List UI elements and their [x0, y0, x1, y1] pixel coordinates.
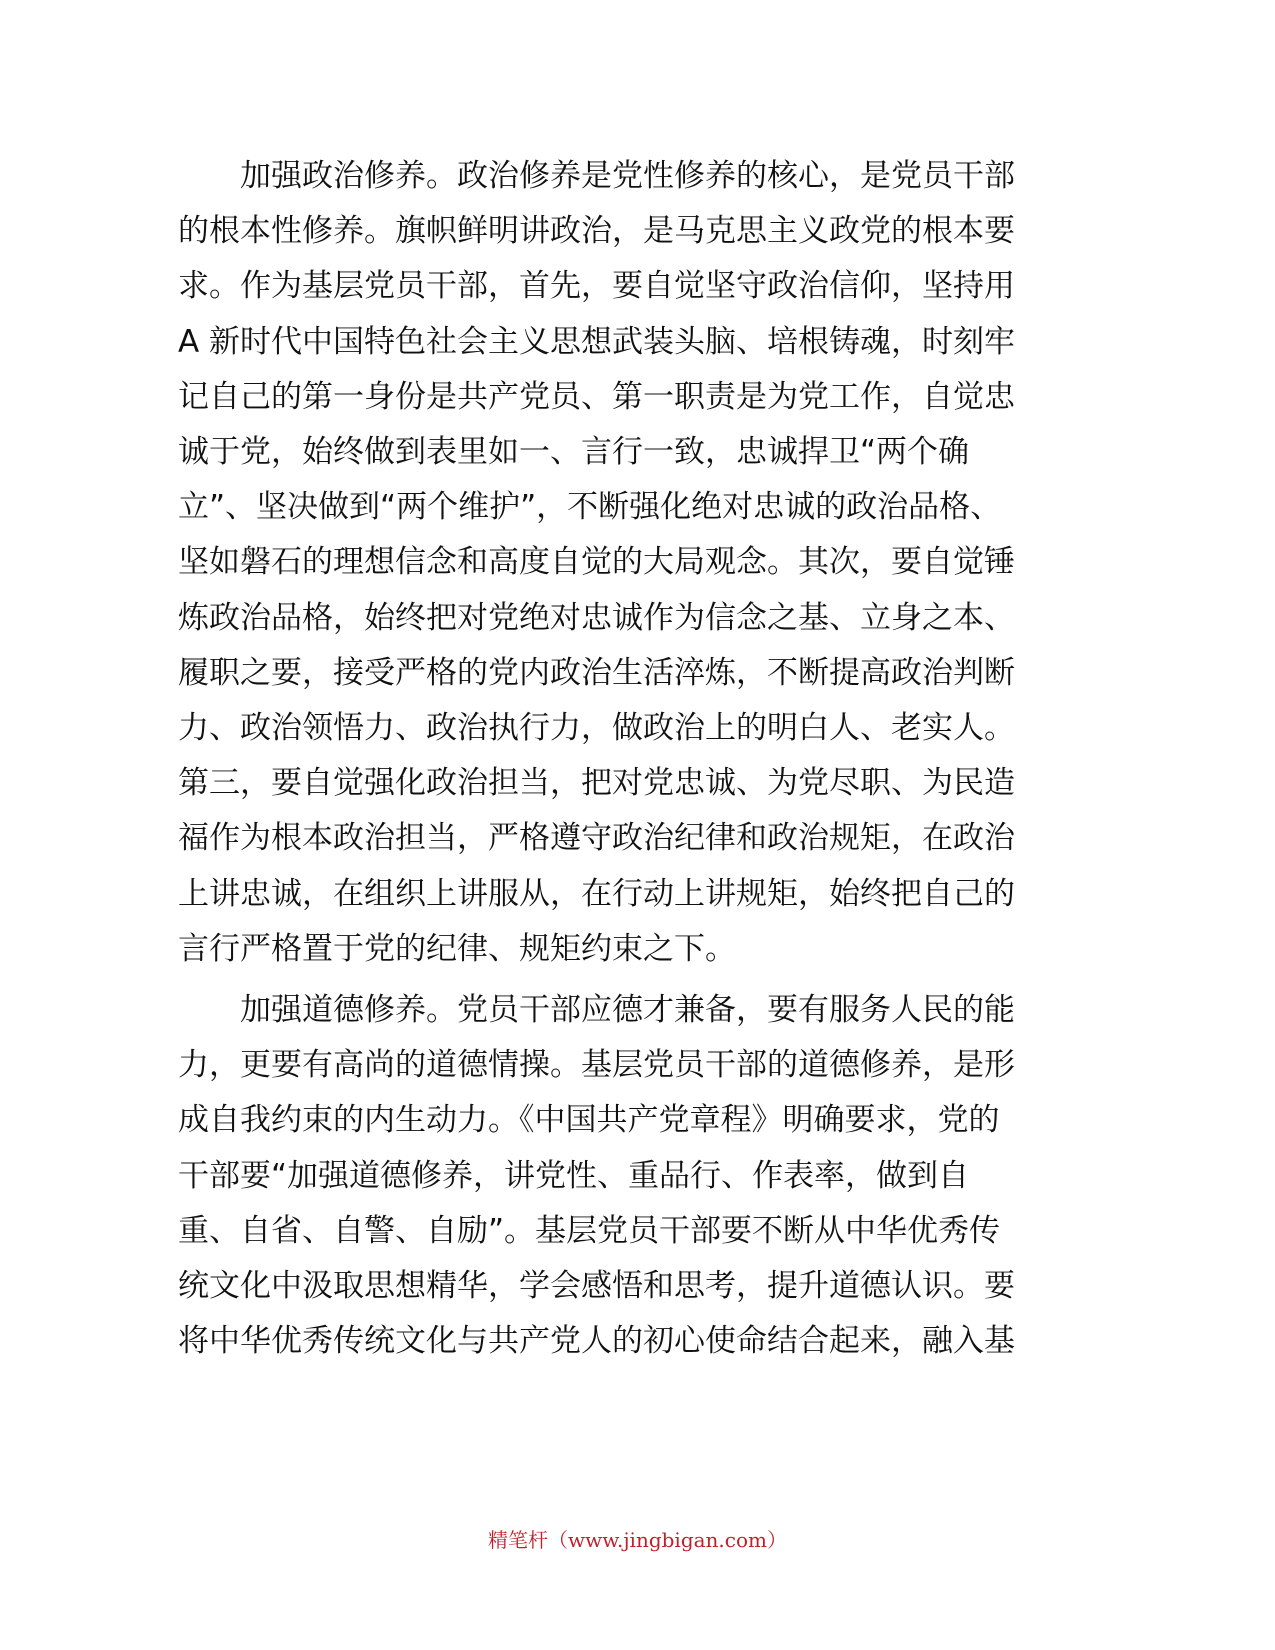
- paragraph-political-cultivation: 加强政治修养。政治修养是党性修养的核心，是党员干部 的根本性修养。旗帜鲜明讲政治，是马克思主义政党的根本要 求。作为基层党员干部，首先，要自觉坚守政治信仰，坚持用 A 新时代中国特色社会主义思想武装头脑、培根铸魂，时刻牢 记自己的第一身份是共产党员、第一职责是为党工作，自觉忠 诚于党，始终做到表里如一、言行一致，忠诚捍卫“两个确 立”、坚决做到“两个维护”，不断强化绝对忠诚的政治品格、 坚如磐石的理想信念和高度自觉的大局观念。其次，要自觉锤 炼政治品格，始终把对党绝对忠诚作为信念之基、立身之本、 履职之要，接受严格的党内政治生活淬炼，不断提高政治判断 力、政治领悟力、政治执行力，做政治上的明白人、老实人。 第三，要自觉强化政治担当，把对党忠诚、为党尽职、为民造 福作为根本政治担当，严格遵守政治纪律和政治规矩，在政治 上讲忠诚，在组织上讲服从，在行动上讲规矩，始终把自己的 言行严格置于党的纪律、规矩约束之下。: [178, 158, 1016, 967]
- footer-watermark-link: 精笔杆（www.jingbigan.com）: [488, 1528, 787, 1552]
- paragraph-moral-cultivation: 加强道德修养。党员干部应德才兼备，要有服务人民的能 力，更要有高尚的道德情操。基层党员干部的道德修养，是形 成自我约束的内生动力。《中国共产党章程》明确要求，党的 干部要“加强道德修养，讲党性、重品行、作表率，做到自 重、自省、自警、自励”。基层党员干部要不断从中华优秀传 统文化中汲取思想精华，学会感悟和思考，提升道德认识。要 将中华优秀传统文化与共产党人的初心使命结合起来，融入基: [178, 992, 1015, 1360]
- document-body: [178, 149, 1038, 1375]
